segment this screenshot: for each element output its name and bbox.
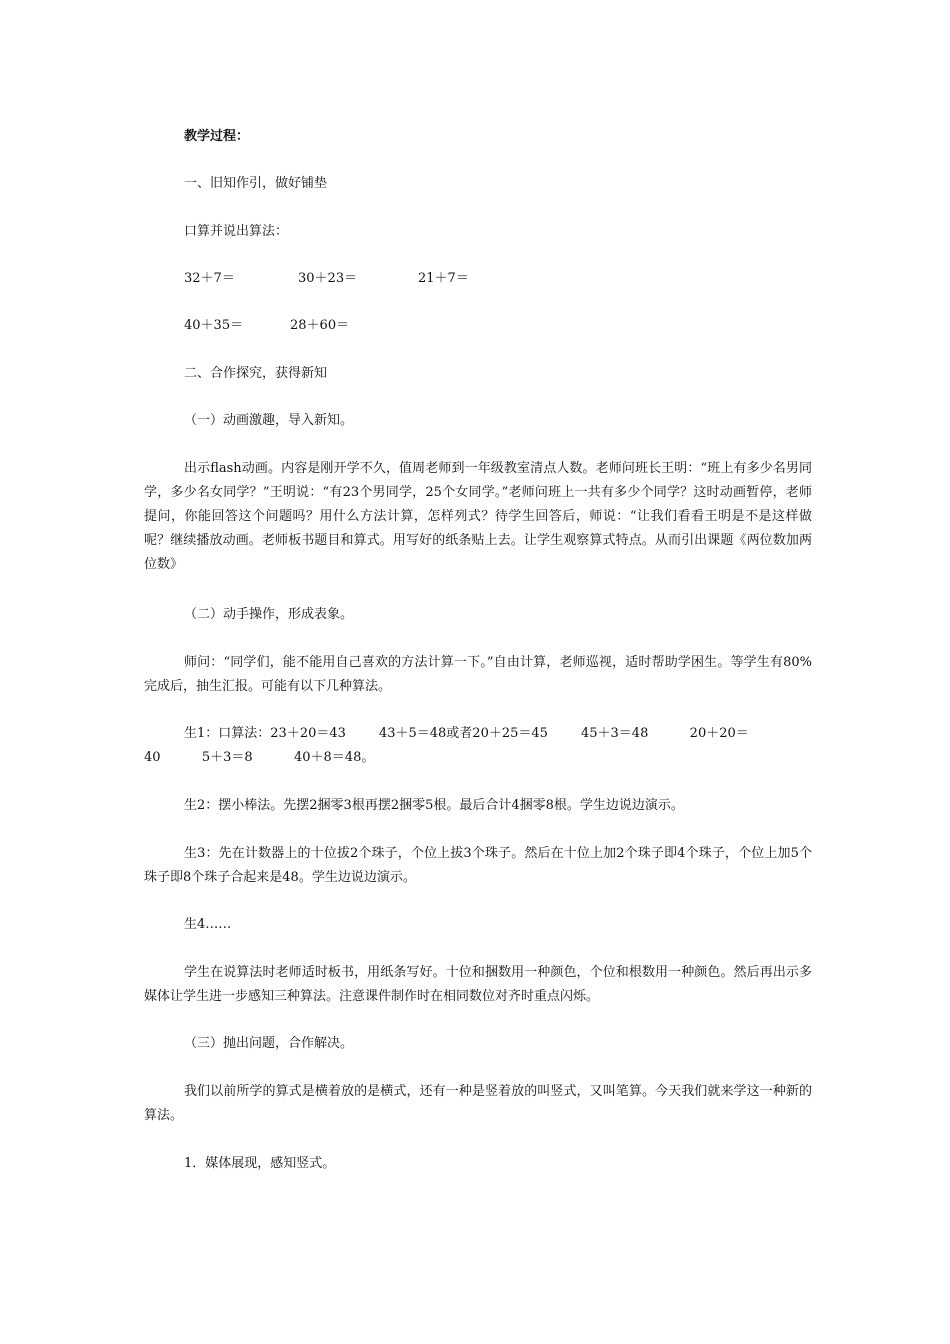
paragraph: 出示flash动画。内容是刚开学不久，值周老师到一年级教室清点人数。老师问班长王明：“班上有多少名男同学，多少名女同学？”王明说：“有23个男同学，25个女同学。”老师问班上一共有多少个同学？这时动画暂停，老师提问，你能回答这个问题吗？用什么方法计算，怎样列式？待学生回答后，师说：“让我们看看王明是不是这样做呢？继续播放动画。老师板书题目和算式。用写好的纸条贴上去。让学生观察算式特点。从而引出课题《两位数加两位数》 bbox=[144, 461, 812, 572]
subsection-title: （二）动手操作，形成表象。 bbox=[184, 607, 354, 622]
exercise-item: 28＋60＝ bbox=[290, 318, 350, 333]
exercise-item: 30＋23＝ bbox=[298, 271, 358, 286]
paragraph: 我们以前所学的算式是横着放的是横式，还有一种是竖着放的叫竖式，又叫笔算。今天我们就来学这一种新的算法。 bbox=[144, 1084, 812, 1123]
subsection-title: （三）抛出问题，合作解决。 bbox=[184, 1036, 354, 1051]
method-line: 40 5＋3＝8 40＋8＝48。 bbox=[144, 750, 375, 765]
paragraph: 生3：先在计数器上的十位拔2个珠子，个位上拔3个珠子。然后在十位上加2个珠子即4个珠子，个位上加5个珠子即8个珠子合起来是48。学生边说边演示。 bbox=[144, 846, 812, 885]
paragraph: 学生在说算法时老师适时板书，用纸条写好。十位和捆数用一种颜色，个位和根数用一种颜色。然后再出示多媒体让学生进一步感知三种算法。注意课件制作时在相同数位对齐时重点闪烁。 bbox=[144, 965, 812, 1004]
section1-prompt: 口算并说出算法： bbox=[184, 224, 289, 239]
method-line: 生2：摆小棒法。先摆2捆零3根再摆2捆零5根。最后合计4捆零8根。学生边说边演示。 bbox=[184, 798, 684, 813]
list-item: 1．媒体展现，感知竖式。 bbox=[184, 1156, 336, 1171]
method-line: 生1：口算法：23＋20＝43 43＋5＝48或者20＋25＝45 45＋3＝48 20＋20＝ bbox=[184, 726, 749, 741]
method-line: 生4…… bbox=[184, 917, 232, 932]
section1-title: 一、旧知作引，做好铺垫 bbox=[184, 176, 328, 191]
exercise-item: 32＋7＝ bbox=[184, 271, 235, 286]
section-heading: 教学过程： bbox=[184, 129, 250, 144]
exercise-item: 21＋7＝ bbox=[418, 271, 469, 286]
section2-title: 二、合作探究，获得新知 bbox=[184, 366, 328, 381]
paragraph: 师问：“同学们，能不能用自己喜欢的方法计算一下。”自由计算，老师巡视，适时帮助学困生。等学生有80%完成后，抽生汇报。可能有以下几种算法。 bbox=[144, 655, 812, 694]
subsection-title: （一）动画激趣，导入新知。 bbox=[184, 413, 354, 428]
exercise-item: 40＋35＝ bbox=[184, 318, 244, 333]
